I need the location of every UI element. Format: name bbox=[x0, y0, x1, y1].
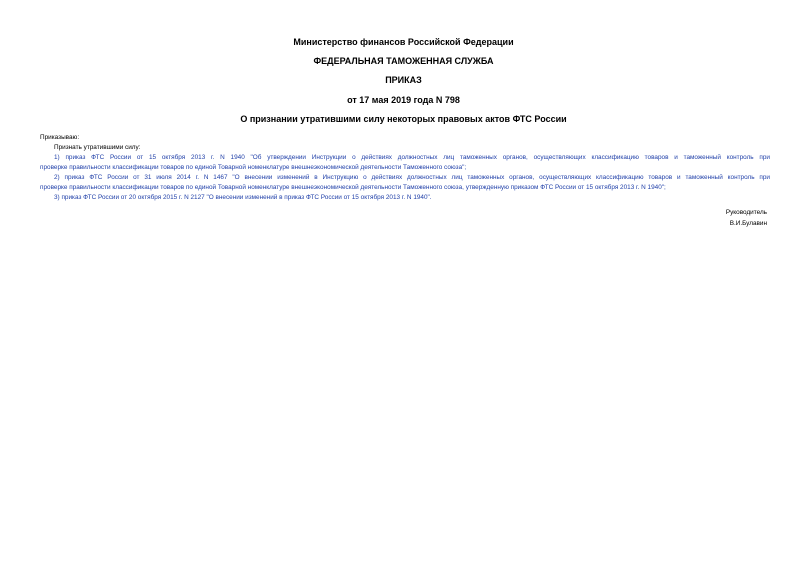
list-item[interactable] bbox=[40, 193, 770, 203]
document-title: О признании утратившими силу некоторых правовых актов ФТС России bbox=[240, 114, 567, 124]
item-1-line-1[interactable]: 1) приказ ФТС России от 15 октября 2013 г. N 1940 "Об утверждении Инструкции о действиях должностных лиц таможенных органов, осуществляющих классификацию товаров и таможенный контроль при bbox=[54, 154, 770, 161]
item-2-line-1[interactable]: 2) приказ ФТС России от 31 июля 2014 г. N 1467 "О внесении изменений в Инструкцию о действиях должностных лиц таможенных органов, осуществляющих классификацию товаров и таможенный контроль при bbox=[54, 174, 770, 181]
doc-type-heading: ПРИКАЗ bbox=[385, 75, 422, 85]
item-1-line-2[interactable]: проверке правильности классификации товаров по единой Товарной номенклатуре внешнеэкономической деятельности Таможенного союза"; bbox=[40, 164, 467, 171]
signer-position: Руководитель bbox=[725, 209, 767, 216]
item-2-line-2[interactable]: проверке правильности классификации товаров по единой Товарной номенклатуре внешнеэкономической деятельности Таможенного союза, утвержденную приказом ФТС России от 15 октября 2013 г. N 1940"; bbox=[40, 184, 666, 191]
service-heading: ФЕДЕРАЛЬНАЯ ТАМОЖЕННАЯ СЛУЖБА bbox=[313, 56, 494, 66]
signature-block bbox=[726, 207, 767, 229]
list-item[interactable] bbox=[40, 153, 770, 173]
declare-line: Признать утратившими силу: bbox=[54, 144, 141, 151]
signer-name: В.И.Булавин bbox=[729, 220, 767, 227]
order-word: Приказываю: bbox=[40, 134, 80, 141]
item-3-line-1[interactable]: 3) приказ ФТС России от 20 октября 2015 г. N 2127 "О внесении изменений в приказ ФТС России от 15 октября 2013 г. N 1940". bbox=[54, 194, 432, 201]
document-body bbox=[40, 133, 770, 203]
date-number-heading: от 17 мая 2019 года N 798 bbox=[347, 95, 460, 105]
list-item[interactable] bbox=[40, 173, 770, 193]
ministry-heading: Министерство финансов Российской Федерации bbox=[293, 37, 514, 47]
